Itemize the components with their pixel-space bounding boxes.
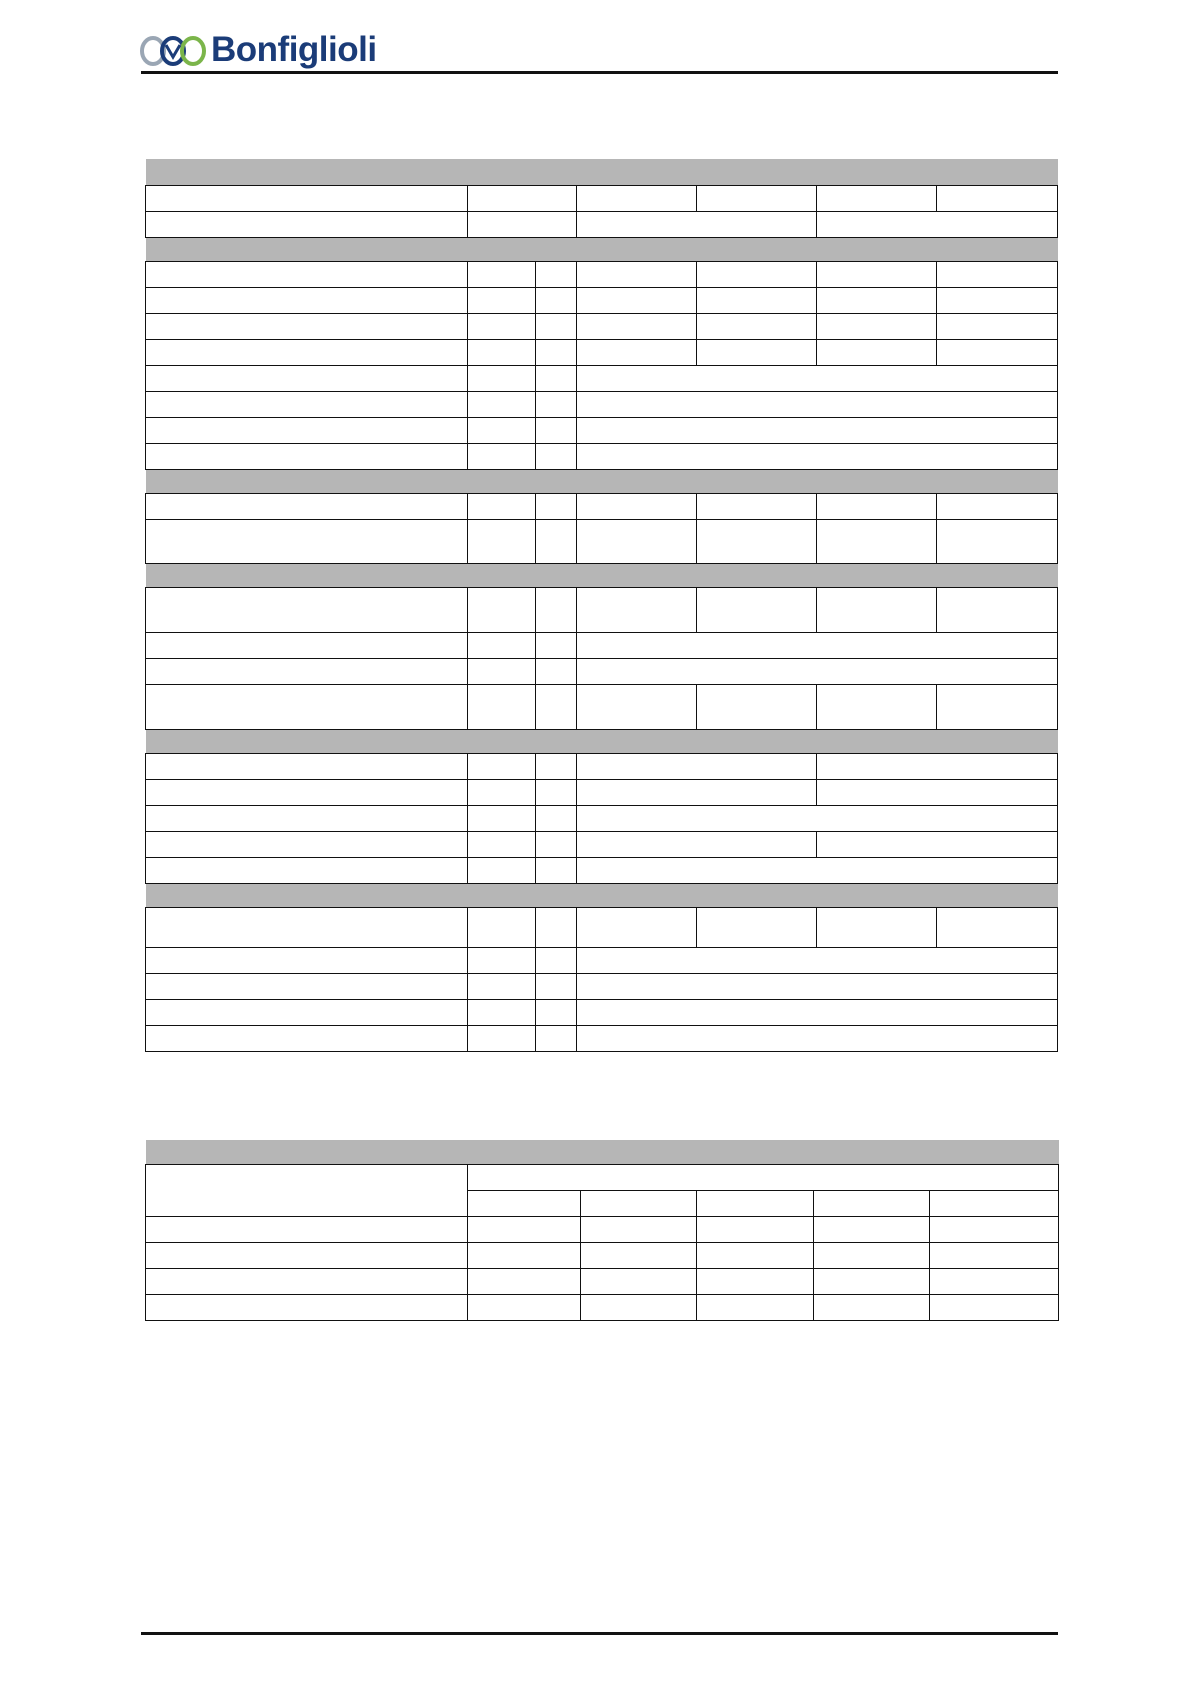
table-cell [577, 907, 697, 947]
table-cell [468, 1268, 581, 1294]
table-row [146, 1025, 1058, 1051]
table-cell [468, 519, 536, 563]
table-cell [536, 831, 577, 857]
table-cell [536, 287, 577, 313]
table-cell [146, 831, 468, 857]
table-cell [814, 1268, 930, 1294]
table-cell [146, 1164, 468, 1216]
table-cell [468, 999, 536, 1025]
table-cell [536, 632, 577, 658]
table-cell [697, 1190, 814, 1216]
table-cell [146, 947, 468, 973]
table-row [146, 1294, 1059, 1320]
table-cell [817, 907, 937, 947]
table-row [146, 287, 1058, 313]
table-row [146, 831, 1058, 857]
table-cell [937, 907, 1058, 947]
table-cell [146, 185, 468, 211]
table-cell [814, 1242, 930, 1268]
table-cell [146, 805, 468, 831]
table-cell [146, 339, 468, 365]
table-cell [536, 658, 577, 684]
table-cell [536, 1025, 577, 1051]
table-row [146, 587, 1058, 632]
table-cell [697, 287, 817, 313]
table-cell [697, 185, 817, 211]
brand-name: Bonfiglioli [211, 30, 377, 69]
table-cell [577, 365, 1058, 391]
table-cell [146, 159, 1058, 185]
table-cell [536, 391, 577, 417]
table-row [146, 805, 1058, 831]
table-cell [697, 261, 817, 287]
section-header-row [146, 237, 1058, 261]
table-cell [817, 339, 937, 365]
table-cell [697, 1242, 814, 1268]
table-cell [937, 185, 1058, 211]
table-cell [577, 1025, 1058, 1051]
table-cell [536, 973, 577, 999]
table-cell [536, 365, 577, 391]
table-row [146, 684, 1058, 729]
table-cell [146, 684, 468, 729]
table-cell [468, 658, 536, 684]
table-row [146, 1242, 1059, 1268]
table-cell [697, 1216, 814, 1242]
table-cell [697, 519, 817, 563]
table-cell [468, 261, 536, 287]
table-cell [937, 287, 1058, 313]
table-cell [146, 1140, 1059, 1164]
table-cell [146, 365, 468, 391]
table-cell [817, 587, 937, 632]
table-cell [536, 947, 577, 973]
table-row [146, 907, 1058, 947]
table-cell [577, 632, 1058, 658]
table-cell [536, 313, 577, 339]
table-row [146, 211, 1058, 237]
table-cell [468, 632, 536, 658]
table-cell [577, 519, 697, 563]
bonfiglioli-logo-icon [139, 33, 207, 69]
table-row [146, 261, 1058, 287]
table-cell [581, 1268, 697, 1294]
table-cell [146, 883, 1058, 907]
table-cell [146, 973, 468, 999]
table-cell [930, 1294, 1059, 1320]
table-cell [146, 237, 1058, 261]
table-cell [937, 313, 1058, 339]
table-cell [146, 1268, 468, 1294]
table-row [146, 339, 1058, 365]
footer-rule [141, 1632, 1058, 1635]
table-cell [577, 443, 1058, 469]
table-cell [468, 779, 536, 805]
table-cell [937, 261, 1058, 287]
table-cell [536, 417, 577, 443]
table-cell [697, 907, 817, 947]
table-cell [146, 632, 468, 658]
table-cell [536, 339, 577, 365]
table-cell [146, 519, 468, 563]
table-cell [536, 779, 577, 805]
table-row [146, 1268, 1059, 1294]
table-cell [468, 1190, 581, 1216]
table-row [146, 417, 1058, 443]
table-cell [146, 211, 468, 237]
table-cell [577, 831, 817, 857]
table-cell [577, 999, 1058, 1025]
table-cell [577, 587, 697, 632]
table-cell [468, 831, 536, 857]
table-cell [697, 313, 817, 339]
table-cell [146, 587, 468, 632]
table-cell [468, 185, 577, 211]
table-cell [468, 947, 536, 973]
table-cell [577, 391, 1058, 417]
table-row [146, 185, 1058, 211]
table-cell [814, 1294, 930, 1320]
section-header-row [146, 883, 1058, 907]
table-cell [697, 1268, 814, 1294]
table-cell [468, 805, 536, 831]
table-cell [577, 339, 697, 365]
table-cell [536, 999, 577, 1025]
table-row [146, 443, 1058, 469]
table-cell [817, 519, 937, 563]
table-cell [577, 857, 1058, 883]
table-cell [697, 587, 817, 632]
table-cell [468, 313, 536, 339]
table-cell [146, 563, 1058, 587]
table-row [146, 999, 1058, 1025]
secondary-table [145, 1140, 1059, 1321]
table-cell [536, 443, 577, 469]
table-cell [577, 658, 1058, 684]
table-cell [577, 261, 697, 287]
table-cell [468, 493, 536, 519]
table-cell [817, 211, 1058, 237]
table-cell [146, 729, 1058, 753]
table-cell [146, 469, 1058, 493]
table-cell [577, 753, 817, 779]
table-cell [468, 1025, 536, 1051]
table-row [146, 779, 1058, 805]
table-cell [577, 805, 1058, 831]
table-cell [577, 973, 1058, 999]
table-cell [577, 684, 697, 729]
table-cell [817, 185, 937, 211]
table-cell [468, 973, 536, 999]
section-header-row [146, 729, 1058, 753]
table-cell [146, 391, 468, 417]
table-cell [817, 313, 937, 339]
table-cell [146, 493, 468, 519]
table-cell [146, 857, 468, 883]
table-cell [146, 907, 468, 947]
table-row [146, 1164, 1059, 1190]
table-row [146, 391, 1058, 417]
table-cell [468, 339, 536, 365]
table-cell [468, 587, 536, 632]
table-cell [468, 1216, 581, 1242]
table-cell [814, 1216, 930, 1242]
table-cell [577, 779, 817, 805]
table-cell [468, 1242, 581, 1268]
table-row [146, 632, 1058, 658]
table-cell [146, 417, 468, 443]
table-cell [930, 1216, 1059, 1242]
table-cell [536, 493, 577, 519]
table-cell [146, 287, 468, 313]
table-row [146, 857, 1058, 883]
table-cell [468, 1164, 1059, 1190]
table-cell [817, 261, 937, 287]
table-cell [581, 1190, 697, 1216]
table-cell [146, 1216, 468, 1242]
table-cell [817, 493, 937, 519]
table-cell [577, 211, 817, 237]
header-rule [141, 71, 1058, 74]
section-header-row [146, 1140, 1059, 1164]
table-cell [536, 684, 577, 729]
table-cell [697, 493, 817, 519]
table-cell [577, 493, 697, 519]
table-row [146, 753, 1058, 779]
table-cell [146, 1242, 468, 1268]
table-cell [146, 313, 468, 339]
table-cell [536, 519, 577, 563]
table-cell [146, 999, 468, 1025]
table-cell [814, 1190, 930, 1216]
table-cell [536, 753, 577, 779]
table-cell [577, 287, 697, 313]
table-cell [146, 1025, 468, 1051]
table-cell [697, 339, 817, 365]
table-cell [468, 1294, 581, 1320]
table-row [146, 365, 1058, 391]
section-header-row [146, 159, 1058, 185]
table-cell [937, 493, 1058, 519]
table-cell [536, 857, 577, 883]
table-cell [536, 805, 577, 831]
table-cell [577, 185, 697, 211]
table-cell [937, 587, 1058, 632]
table-cell [468, 753, 536, 779]
table-cell [468, 417, 536, 443]
table-row [146, 947, 1058, 973]
table-cell [697, 684, 817, 729]
table-cell [817, 753, 1058, 779]
table-row [146, 493, 1058, 519]
table-cell [146, 658, 468, 684]
table-cell [536, 587, 577, 632]
section-header-row [146, 469, 1058, 493]
table-cell [937, 684, 1058, 729]
specification-table [145, 159, 1058, 1052]
table-cell [146, 779, 468, 805]
table-cell [581, 1242, 697, 1268]
table-cell [468, 907, 536, 947]
table-row [146, 313, 1058, 339]
section-header-row [146, 563, 1058, 587]
table-cell [937, 519, 1058, 563]
table-row [146, 658, 1058, 684]
table-cell [146, 1294, 468, 1320]
table-cell [468, 857, 536, 883]
table-row [146, 1216, 1059, 1242]
table-cell [146, 443, 468, 469]
table-cell [817, 287, 937, 313]
table-cell [930, 1242, 1059, 1268]
table-cell [468, 365, 536, 391]
table-row [146, 519, 1058, 563]
table-cell [577, 313, 697, 339]
table-cell [581, 1216, 697, 1242]
table-cell [536, 907, 577, 947]
table-cell [930, 1190, 1059, 1216]
table-cell [468, 443, 536, 469]
table-cell [577, 417, 1058, 443]
table-cell [468, 287, 536, 313]
table-cell [817, 684, 937, 729]
table-cell [581, 1294, 697, 1320]
table-cell [146, 261, 468, 287]
table-cell [577, 947, 1058, 973]
table-cell [817, 779, 1058, 805]
table-cell [468, 211, 577, 237]
table-cell [817, 831, 1058, 857]
table-cell [468, 391, 536, 417]
table-cell [536, 261, 577, 287]
table-row [146, 973, 1058, 999]
table-cell [146, 753, 468, 779]
table-cell [930, 1268, 1059, 1294]
table-cell [937, 339, 1058, 365]
table-cell [468, 684, 536, 729]
table-cell [697, 1294, 814, 1320]
